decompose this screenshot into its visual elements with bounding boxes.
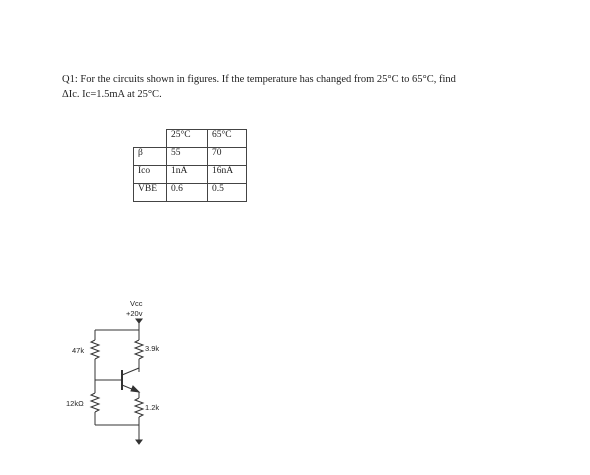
table-cell: 1nA (167, 166, 208, 184)
re-label: 1.2k (145, 403, 160, 412)
r1-label: 47k (72, 346, 85, 355)
r2-resistor-icon (91, 393, 99, 412)
table-cell: β (134, 148, 167, 166)
question-line-1: Q1: For the circuits shown in figures. If the temperature has changed from 25°C to 65°C, find (62, 74, 456, 85)
supply-label: Vcc (130, 299, 143, 308)
table-cell: 55 (167, 148, 208, 166)
rc-resistor-icon (135, 340, 143, 359)
r1-resistor-icon (91, 340, 99, 359)
rc-label: 3.9k (145, 344, 160, 353)
table-header-cell: 65°C (208, 130, 247, 148)
question-line-2: ΔIc. Ic=1.5mA at 25°C. (62, 89, 162, 100)
emitter-arrow-icon (131, 386, 139, 392)
supply-value: +20v (126, 309, 143, 318)
table-header-cell: 25°C (167, 130, 208, 148)
r2-label: 12kΩ (66, 399, 84, 408)
ground-arrow-icon (136, 440, 142, 444)
supply-arrow-icon (136, 319, 142, 323)
table-cell: 0.5 (208, 184, 247, 202)
table-cell: 0.6 (167, 184, 208, 202)
table-cell: VBE (134, 184, 167, 202)
table-cell: 16nA (208, 166, 247, 184)
re-resistor-icon (135, 398, 143, 417)
table-cell: 70 (208, 148, 247, 166)
transistor-collector (122, 368, 139, 375)
table-cell: Ico (134, 166, 167, 184)
